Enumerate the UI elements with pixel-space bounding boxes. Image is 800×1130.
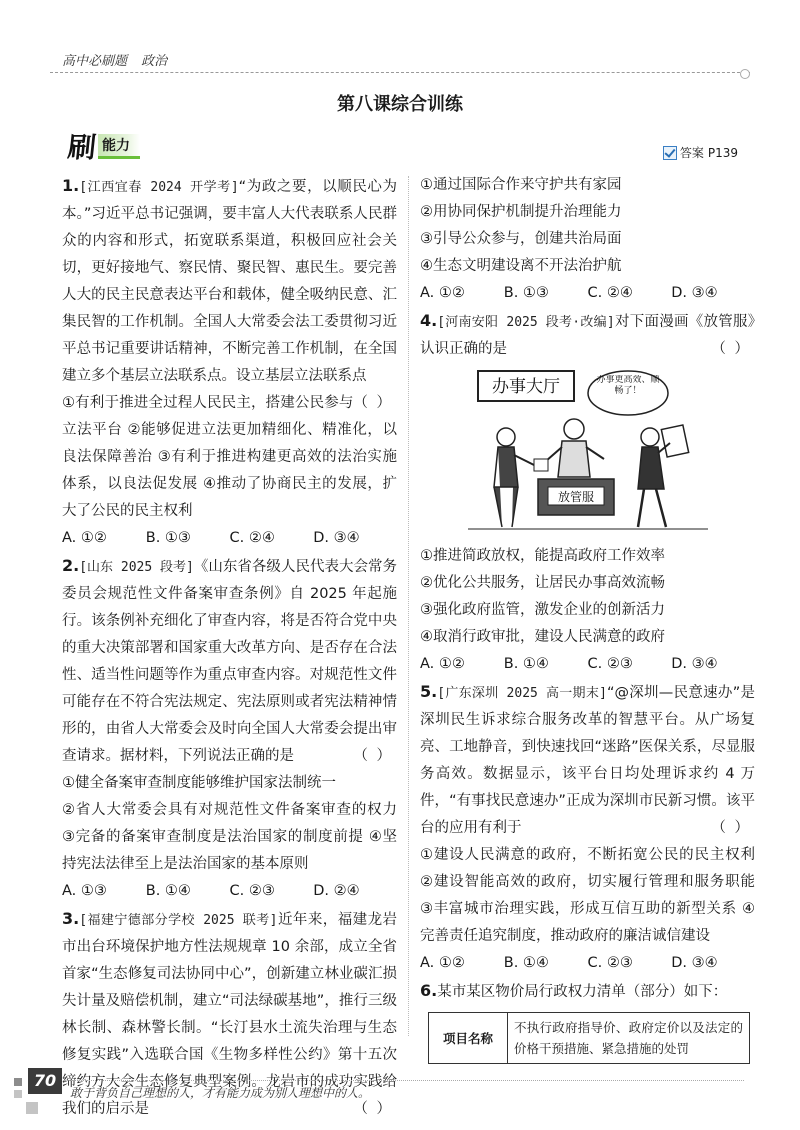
option-d: D. ③④ bbox=[671, 285, 718, 301]
statement-4: ④取消行政审批，建设人民满意的政府 bbox=[420, 629, 665, 645]
question-source: [广东深圳 2025 高一期末] bbox=[437, 686, 607, 701]
sign-text: 办事大厅 bbox=[491, 377, 560, 397]
table-row bbox=[429, 1013, 750, 1064]
person-right-legs bbox=[638, 489, 666, 527]
option-c: C. ②④ bbox=[587, 285, 633, 301]
question-1 bbox=[62, 172, 397, 552]
table-header-cell: 项目名称 bbox=[429, 1013, 508, 1064]
option-d: D. ③④ bbox=[671, 656, 718, 672]
options bbox=[62, 878, 397, 905]
statements: ①有利于推进全过程人民民主，搭建公民参与立法平台 ②能够促进立法更加精细化、精准化，以良法保障善治 ③有利于推进构建更高效的法治实施体系，以良法促发展 ④推动了协商民主的发展，扩大了公民的民主权利 bbox=[62, 395, 397, 519]
options bbox=[62, 525, 397, 552]
footer-square bbox=[14, 1078, 22, 1086]
statement-1: ①通过国际合作来守护共有家园 bbox=[420, 177, 622, 193]
option-c: C. ②④ bbox=[229, 530, 275, 546]
option-a: A. ①② bbox=[420, 955, 465, 971]
question-number: 5. bbox=[420, 682, 438, 701]
statement-3: ③强化政府监管，激发企业的创新活力 bbox=[420, 602, 665, 618]
option-d: D. ②④ bbox=[313, 883, 360, 899]
option-b: B. ①④ bbox=[503, 656, 549, 672]
statement-1: ①推进简政放权，能提高政府工作效率 bbox=[420, 548, 665, 564]
option-a: A. ①③ bbox=[62, 883, 107, 899]
answer-bracket: （ ） bbox=[353, 395, 393, 411]
page-number: 70 bbox=[28, 1068, 62, 1094]
checkbox-icon bbox=[663, 146, 677, 160]
book-name: 高中必刷题 bbox=[62, 54, 128, 69]
question-source: [河南安阳 2025 段考·改编] bbox=[437, 315, 615, 330]
question-stem: “@深圳—民意速办”是深圳民生诉求综合服务改革的智慧平台。从广场复亮、工地静音，到快速找回“迷路”医保关系，尽显服务高效。数据显示，该平台日均处理诉求约 4 万件，“有事找民意速办”正成为深圳市民新习惯。该平台的应用有利于 bbox=[420, 685, 755, 836]
statement-1: ①健全备案审查制度能够维护国家法制统一 bbox=[62, 775, 336, 791]
speech-bubble-text: 办事更高效、顺畅了！ bbox=[595, 375, 659, 396]
section-brush-char: 刷 bbox=[66, 131, 98, 164]
question-source: [山东 2025 段考] bbox=[79, 560, 194, 575]
option-c: C. ②③ bbox=[229, 883, 275, 899]
question-5 bbox=[420, 678, 755, 977]
footer-motto: 敢于背负自己理想的人，才有能力成为别人理想中的人。 bbox=[70, 1086, 371, 1100]
document-icon bbox=[534, 459, 548, 471]
left-column bbox=[62, 172, 397, 1123]
question-3-statements bbox=[420, 172, 755, 307]
question-number: 6. bbox=[420, 981, 438, 1000]
options bbox=[420, 651, 755, 678]
person-right-body bbox=[638, 447, 664, 489]
option-d: D. ③④ bbox=[671, 955, 718, 971]
official-head bbox=[564, 419, 584, 439]
question-number: 3. bbox=[62, 909, 80, 928]
option-b: B. ①③ bbox=[503, 285, 549, 301]
cartoon-illustration bbox=[468, 367, 708, 537]
power-list-table bbox=[428, 1012, 750, 1064]
footer-square bbox=[14, 1090, 22, 1098]
right-column bbox=[420, 172, 755, 1064]
desk-plate-text: 放管服 bbox=[557, 490, 594, 504]
speech-bubble-text-box bbox=[596, 375, 660, 415]
answer-label: 答案 bbox=[679, 146, 704, 160]
question-number: 4. bbox=[420, 311, 438, 330]
option-a: A. ①② bbox=[420, 285, 465, 301]
subject-name: 政治 bbox=[141, 54, 168, 69]
person-left-arm bbox=[514, 455, 534, 465]
option-b: B. ①④ bbox=[503, 955, 549, 971]
paper-icon bbox=[661, 425, 688, 457]
option-d: D. ③④ bbox=[313, 530, 360, 546]
page-title: 第八课综合训练 bbox=[337, 94, 463, 115]
option-b: B. ①④ bbox=[145, 883, 191, 899]
footer-square bbox=[26, 1102, 38, 1114]
person-left-head bbox=[497, 428, 515, 446]
answer-bracket: （ ） bbox=[711, 820, 751, 836]
question-stem: “为政之要，以顺民心为本。”习近平总书记强调，要丰富人大代表联系人民群众的内容和形式，拓宽联系渠道，积极回应社会关切，更好接地气、察民情、聚民智、惠民生。要完善人大的民主民意表达平台和载体，健全吸纳民意、汇集民智的工作机制。全国人大常委会法工委贯彻习近平总书记重要讲话精神，不断完善工作机制，在全国建立多个基层立法联系点。设立基层立法联系点 bbox=[62, 179, 397, 384]
answer-page: P139 bbox=[707, 145, 738, 160]
options bbox=[420, 950, 755, 977]
person-left-body bbox=[494, 447, 518, 527]
option-c: C. ②③ bbox=[587, 955, 633, 971]
option-b: B. ①③ bbox=[145, 530, 191, 546]
question-stem: 《山东省各级人民代表大会常务委员会规范性文件备案审查条例》自 2025 年起施行。该条例补充细化了审查内容，将是否符合党中央的重大决策部署和国家重大改革方向、是否存在合法性、适当性问题等作为重点审查内容。对规范性文件可能存在不符合宪法规定、宪法原则或者宪法精神情形的，由省人大常委会及时向全国人大常委会提出审查请求。据材料，下列说法正确的是 bbox=[62, 559, 397, 764]
official-body bbox=[558, 441, 590, 477]
question-source: [福建宁德部分学校 2025 联考] bbox=[79, 913, 278, 928]
answer-bracket: （ ） bbox=[711, 341, 751, 357]
section-sub-label: 能力 bbox=[98, 134, 140, 159]
question-stem: 某市某区物价局行政权力清单（部分）如下： bbox=[437, 984, 728, 1000]
option-a: A. ①② bbox=[420, 656, 465, 672]
statements: ①建设人民满意的政府，不断拓宽公民的民主权利 ②建设智能高效的政府，切实履行管理和服务职能 ③丰富城市治理实践，形成互信互助的新型关系 ④完善责任追究制度，推动政府的廉洁诚信建设 bbox=[420, 847, 755, 944]
answer-reference bbox=[663, 144, 738, 161]
header-divider bbox=[50, 72, 750, 73]
statements: ②省人大常委会具有对规范性文件备案审查的权力 ③完备的备案审查制度是法治国家的制度前提 ④坚持宪法法律至上是法治国家的基本原则 bbox=[62, 802, 397, 872]
statement-2: ②用协同保护机制提升治理能力 bbox=[420, 204, 622, 220]
answer-bracket: （ ） bbox=[353, 748, 393, 764]
options bbox=[420, 280, 755, 307]
question-2 bbox=[62, 552, 397, 905]
option-a: A. ①② bbox=[62, 530, 107, 546]
person-right-head bbox=[641, 428, 659, 446]
question-source: [江西宜春 2024 开学考] bbox=[79, 180, 239, 195]
statement-3: ③引导公众参与，创建共治局面 bbox=[420, 231, 622, 247]
statement-2: ②优化公共服务，让居民办事高效流畅 bbox=[420, 575, 665, 591]
footer-divider bbox=[64, 1080, 744, 1081]
question-4 bbox=[420, 307, 755, 678]
section-label bbox=[68, 128, 140, 164]
statement-4: ④生态文明建设离不开法治护航 bbox=[420, 258, 622, 274]
question-stem: 近年来，福建龙岩市出台环境保护地方性法规规章 10 余部，成立全省首家“生态修复司法协同中心”，创新建立林业碳汇损失计量及赔偿机制，建立“司法绿碳基地”，推行三级林长制、森林警长制。“长汀县水土流失治理与生态修复实践”入选联合国《生物多样性公约》第十五次缔约方大会生态修复典型案例。龙岩市的成功实践给我们的启示是 bbox=[62, 912, 398, 1117]
question-6 bbox=[420, 977, 755, 1064]
running-header bbox=[62, 50, 167, 69]
question-number: 2. bbox=[62, 556, 80, 575]
option-c: C. ②③ bbox=[587, 656, 633, 672]
question-stem: 对下面漫画《放管服》认识正确的是 bbox=[420, 314, 755, 357]
table-cell: 不执行政府指导价、政府定价以及法定的价格干预措施、紧急措施的处罚 bbox=[508, 1013, 750, 1064]
question-number: 1. bbox=[62, 176, 80, 195]
column-divider bbox=[408, 176, 409, 1036]
answer-bracket: （ ） bbox=[353, 1101, 393, 1117]
